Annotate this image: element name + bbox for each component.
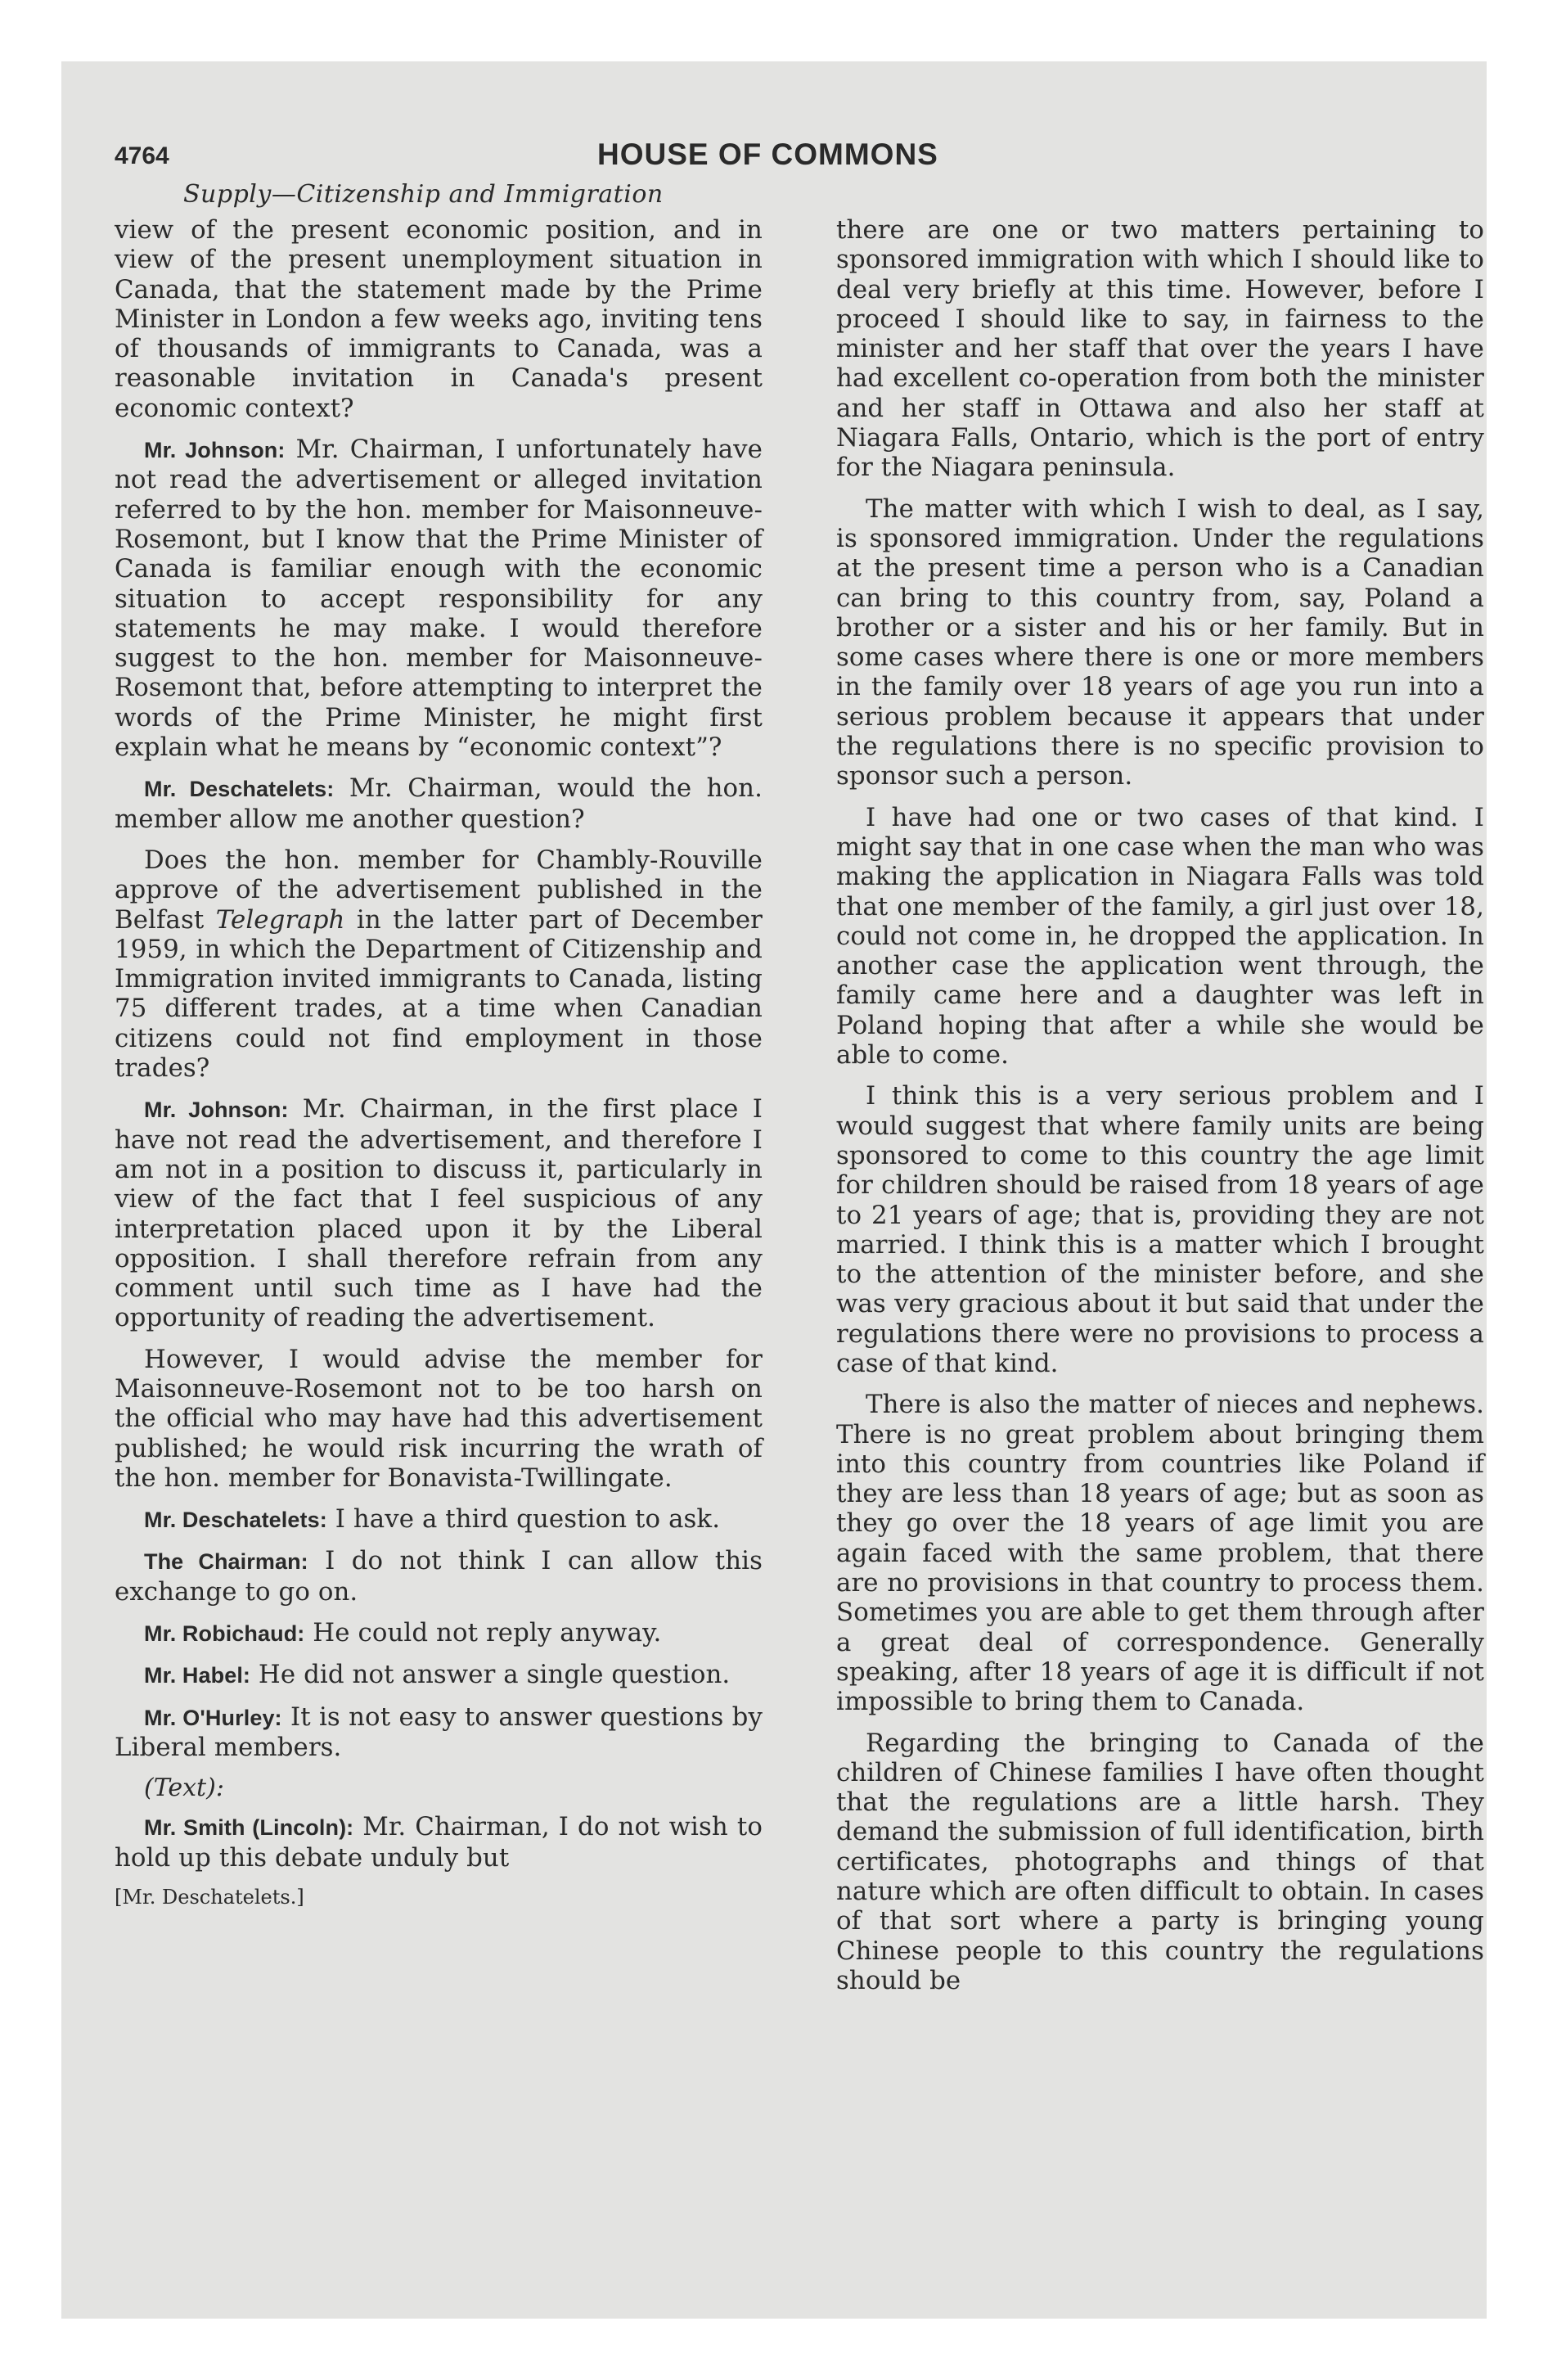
page-header (115, 137, 1448, 190)
paragraph: there are one or two matters pertaining to sponsored immigration with which I should like to deal very briefly at this time. However, before I proceed I should like to say, in fairness to the minister and her staff that over the years I have had excellent co-operation from both the minister and her staff in Ottawa and also her staff at Niagara Falls, Ontario, which is the port of entry for the Niagara peninsula. (836, 215, 1484, 483)
speaker-name: Mr. Smith (Lincoln): (144, 1815, 354, 1841)
paragraph: However, I would advise the member for Maisonneuve-Rosemont not to be too harsh on the official who may have had this advertisement published; he would risk incurring the wrath of the hon. member for Bonavista-Twillingate. (115, 1344, 763, 1493)
page-number: 4764 (115, 142, 169, 169)
paragraph: Regarding the bringing to Canada of the children of Chinese families I have often thought that the regulations are a little harsh. They demand the submission of full identification, birth certificates, photographs and things of that nature which are often difficult to obtain. In cases of that sort where a party is bringing young Chinese people to this country the regulations should be (836, 1728, 1484, 1995)
speaker-name: Mr. Deschatelets: (144, 777, 335, 802)
footnote: [Mr. Deschatelets.] (115, 1885, 304, 1909)
speaker-paragraph: Mr. Deschatelets: Mr. Chairman, would the hon. member allow me another question? (115, 773, 763, 834)
speaker-paragraph: Mr. Robichaud: He could not reply anyway. (144, 1618, 662, 1648)
speaker-paragraph: Mr. O'Hurley: It is not easy to answer questions by Liberal members. (115, 1702, 763, 1762)
speaker-name: Mr. Deschatelets: (144, 1508, 327, 1533)
speaker-name: Mr. Robichaud: (144, 1621, 305, 1647)
speaker-name: Mr. Habel: (144, 1663, 251, 1688)
paragraph: I have had one or two cases of that kind. I might say that in one case when the man who was making the application in Niagara Falls was told that one member of the family, a girl just over 18, could not come in, he dropped the application. In another case the application went through, the family came here and a daughter was left in Poland hoping that after a while she would be able to come. (836, 802, 1484, 1071)
speaker-paragraph: Mr. Johnson: Mr. Chairman, in the first place I have not read the advertisement, and therefore I am not in a position to discuss it, particularly in view of the fact that I feel suspicious of any interpretation placed upon it by the Liberal opposition. I shall therefore refrain from any comment until such time as I have had the opportunity of reading the advertisement. (115, 1094, 763, 1333)
speaker-paragraph: Mr. Habel: He did not answer a single question. (144, 1660, 731, 1690)
document-page (115, 137, 1484, 2007)
speaker-name: The Chairman: (144, 1549, 308, 1575)
speaker-paragraph: Mr. Smith (Lincoln): Mr. Chairman, I do not wish to hold up this debate unduly but (115, 1812, 763, 1873)
speaker-paragraph: The Chairman: I do not think I can allow this exchange to go on. (115, 1546, 763, 1607)
newspaper-title: Telegraph (215, 904, 345, 935)
paragraph: Does the hon. member for Chambly-Rouville approve of the advertisement published in the Belfast Telegraph in the latter part of December 1959, in which the Department of Citizenship and Immigration invited immigrants to Canada, listing 75 different trades, at a time when Canadian citizens could not find employment in those trades? (115, 845, 763, 1084)
section-heading: (Text): (144, 1774, 224, 1803)
paragraph: I think this is a very serious problem and I would suggest that where family units are being sponsored to come to this country the age limit for children should be raised from 18 years of age to 21 years of age; that is, providing they are not married. I think this is a matter which I brought to the attention of the minister before, and she was very gracious about it but said that under the regulations there were no provisions to process a case of that kind. (836, 1081, 1484, 1378)
speaker-paragraph: Mr. Johnson: Mr. Chairman, I unfortunately have not read the advertisement or alleged invitation referred to by the hon. member for Maisonneuve-Rosemont, but I know that the Prime Minister of Canada is familiar enough with the economic situation to accept responsibility for any statements he may make. I would therefore suggest to the hon. member for Maisonneuve-Rosemont that, before attempting to interpret the words of the Prime Minister, he might first explain what he means by “economic context”? (115, 435, 763, 763)
left-column (115, 215, 763, 2007)
paragraph: There is also the matter of nieces and nephews. There is no great problem about bringing them into this country from countries like Poland if they are less than 18 years of age; but as soon as they go over the 18 years of age limit you are again faced with the same problem, that there are no provisions in that country to process them. Sometimes you are able to get them through after a great deal of correspondence. Generally speaking, after 18 years of age it is difficult if not impossible to bring them to Canada. (836, 1390, 1484, 1717)
paragraph: The matter with which I wish to deal, as I say, is sponsored immigration. Under the regulations at the present time a person who is a Canadian can bring to this country from, say, Poland a brother or a sister and his or her family. But in some cases where there is one or more members in the family over 18 years of age you run into a serious problem because it appears that under the regulations there is no specific provision to sponsor such a person. (836, 494, 1484, 791)
speaker-paragraph: Mr. Deschatelets: I have a third question to ask. (144, 1504, 721, 1535)
right-column (836, 215, 1484, 2007)
speaker-name: Mr. Johnson: (144, 438, 286, 463)
two-column-body (115, 215, 1484, 2007)
running-title: HOUSE OF COMMONS (597, 137, 938, 171)
section-subheading: Supply—Citizenship and Immigration (183, 180, 664, 209)
speaker-name: Mr. Johnson: (144, 1098, 289, 1123)
speaker-name: Mr. O'Hurley: (144, 1705, 282, 1730)
paragraph: view of the present economic position, and in view of the present unemployment situation in Canada, that the statement made by the Prime Minister in London a few weeks ago, inviting tens of thousands of immigrants to Canada, was a reasonable invitation in Canada's present economic context? (115, 215, 763, 423)
